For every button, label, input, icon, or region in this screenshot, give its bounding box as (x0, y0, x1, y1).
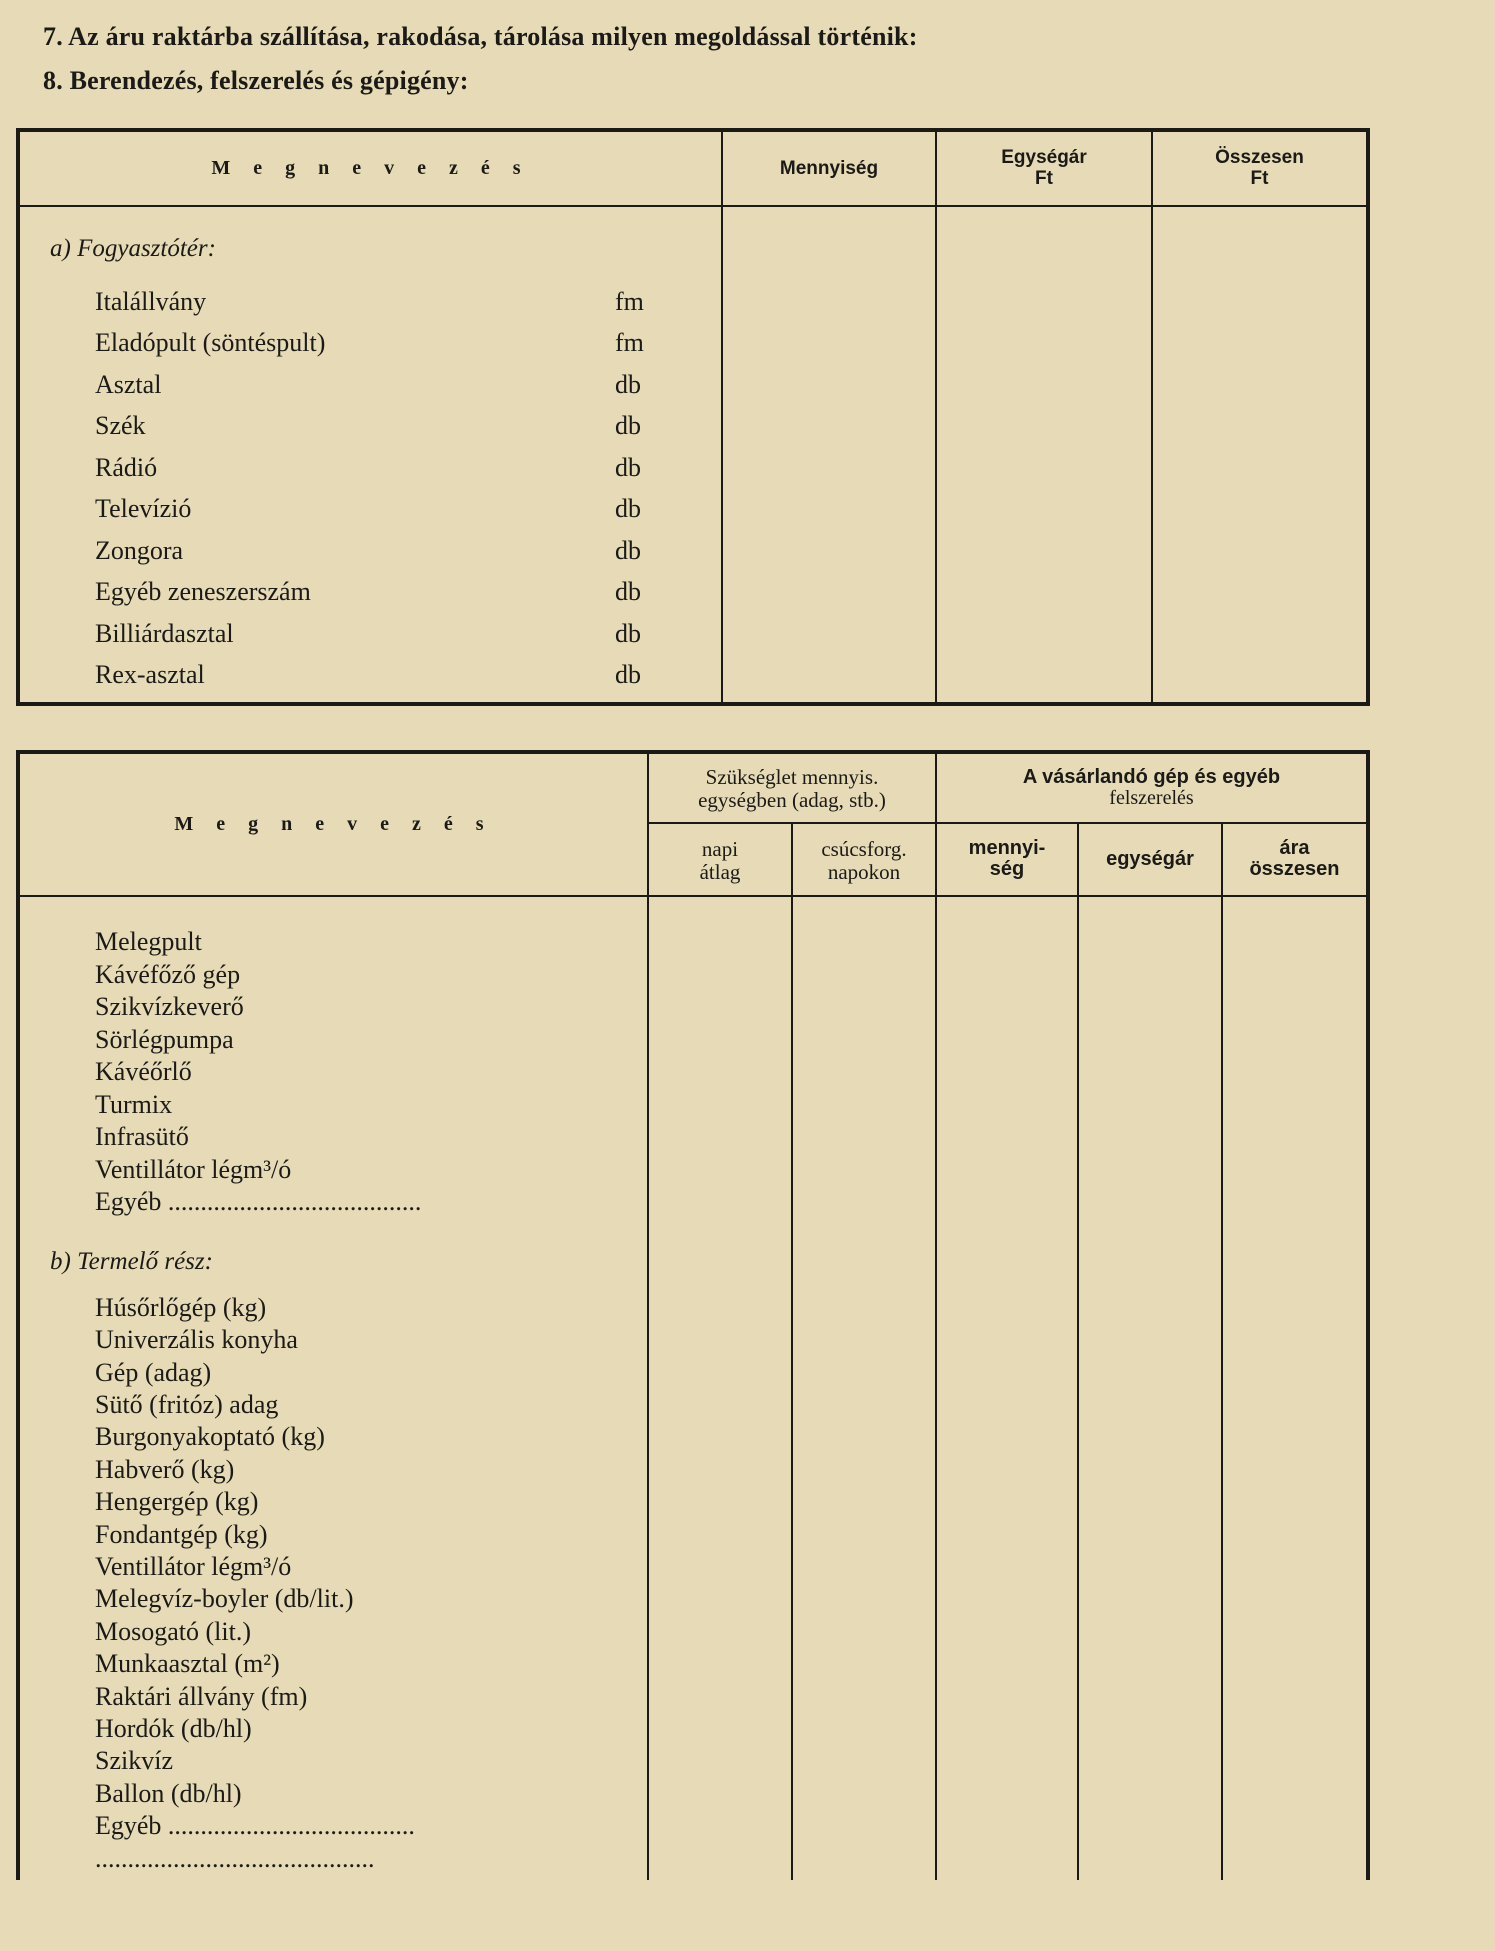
list-item: Mosogató (lit.) (95, 1617, 251, 1646)
question-8 (43, 66, 469, 96)
section-a-title: a) Fogyasztótér: (50, 235, 216, 262)
table2-header-price (1223, 838, 1366, 880)
unit-label: db (615, 453, 641, 482)
header-line: Szükséglet mennyis. (705, 765, 879, 789)
header-line: összesen (1249, 858, 1340, 880)
table2-header-purchase (937, 767, 1366, 809)
table-row: Szék (95, 411, 146, 440)
unit-label: db (615, 411, 641, 440)
list-item: Hengergép (kg) (95, 1487, 259, 1516)
list-item: ........................................... (95, 1844, 375, 1873)
unit-label: db (615, 536, 641, 565)
header-line: ára (1279, 837, 1310, 859)
table-row: Asztal (95, 370, 162, 399)
table1-header-total (1153, 147, 1366, 189)
table-row: Eladópult (söntéspult) (95, 328, 326, 357)
header-line: Összesen (1215, 147, 1304, 168)
header-line: egységben (adag, stb.) (698, 788, 886, 812)
header-line: Ft (1250, 168, 1269, 189)
list-item: Habverő (kg) (95, 1455, 235, 1484)
unit-label: db (615, 619, 641, 648)
unit-label: db (615, 577, 641, 606)
table-row: Rádió (95, 453, 158, 482)
table-row: Billiárdasztal (95, 619, 234, 648)
list-item: Burgonyakoptató (kg) (95, 1422, 325, 1451)
question-number: 8. (43, 66, 63, 95)
header-line: napi (701, 837, 739, 861)
question-7 (43, 22, 918, 52)
table2-header-daily (649, 838, 791, 884)
unit-label: db (615, 660, 641, 689)
list-item: Húsőrlőgép (kg) (95, 1293, 267, 1322)
header-line: Ft (1035, 168, 1053, 189)
table1-header-unit-price (937, 147, 1151, 189)
list-item: Melegvíz-boyler (db/lit.) (95, 1584, 354, 1613)
section-b-title: b) Termelő rész: (50, 1248, 213, 1275)
list-item: Ventillátor légm³/ó (95, 1155, 292, 1184)
header-line: felszerelés (1109, 787, 1194, 809)
table-row: Televízió (95, 494, 192, 523)
table2-header-name: M e g n e v e z é s (174, 813, 493, 835)
unit-label: fm (615, 287, 644, 316)
table2-header-qty (937, 838, 1077, 880)
list-item: Melegpult (95, 927, 202, 956)
unit-label: fm (615, 328, 644, 357)
list-item: Turmix (95, 1090, 173, 1119)
header-line: csúcsforg. (821, 837, 907, 861)
unit-label: db (615, 494, 641, 523)
list-item: Gép (adag) (95, 1358, 212, 1387)
table2-header-need (649, 766, 935, 812)
table-row: Egyéb zeneszerszám (95, 577, 311, 606)
list-item: Szikvízkeverő (95, 992, 244, 1021)
unit-label: db (615, 370, 641, 399)
header-line: átlag (699, 860, 741, 884)
list-item: Szikvíz (95, 1746, 173, 1775)
list-item: Sörlégpumpa (95, 1025, 234, 1054)
list-item: Kávéfőző gép (95, 960, 241, 989)
list-item: Sütő (fritóz) adag (95, 1390, 279, 1419)
table-row: Rex-asztal (95, 660, 205, 689)
list-item: Hordók (db/hl) (95, 1714, 252, 1743)
list-item: Fondantgép (kg) (95, 1520, 268, 1549)
list-item: Ventillátor légm³/ó (95, 1552, 292, 1581)
question-number: 7. (43, 22, 63, 51)
table-row: Zongora (95, 536, 184, 565)
question-text: Berendezés, felszerelés és gépigény: (69, 66, 469, 95)
question-text: Az áru raktárba szállítása, rakodása, tárolása milyen megoldással történik: (68, 22, 918, 51)
table2-header-unit-price: egységár (1106, 848, 1194, 870)
table1-header-quantity: Mennyiség (779, 158, 879, 179)
header-line: napokon (827, 860, 901, 884)
list-item: Infrasütő (95, 1122, 189, 1151)
header-line: Egységár (1001, 147, 1087, 168)
table1-header-name: M e g n e v e z é s (211, 157, 530, 179)
list-item: Univerzális konyha (95, 1325, 298, 1354)
list-item: Ballon (db/hl) (95, 1779, 242, 1808)
table2-header-peak (793, 838, 935, 884)
header-line: mennyi- (968, 837, 1046, 859)
header-line: A vásárlandó gép és egyéb (1022, 766, 1281, 788)
list-item: Egyéb ....................................... (95, 1187, 422, 1216)
list-item: Raktári állvány (fm) (95, 1682, 308, 1711)
header-line: ség (989, 858, 1025, 880)
list-item: Munkaasztal (m²) (95, 1649, 280, 1678)
list-item: Kávéőrlő (95, 1057, 192, 1086)
table-row: Italállvány (95, 287, 207, 316)
list-item: Egyéb ...................................... (95, 1811, 415, 1840)
